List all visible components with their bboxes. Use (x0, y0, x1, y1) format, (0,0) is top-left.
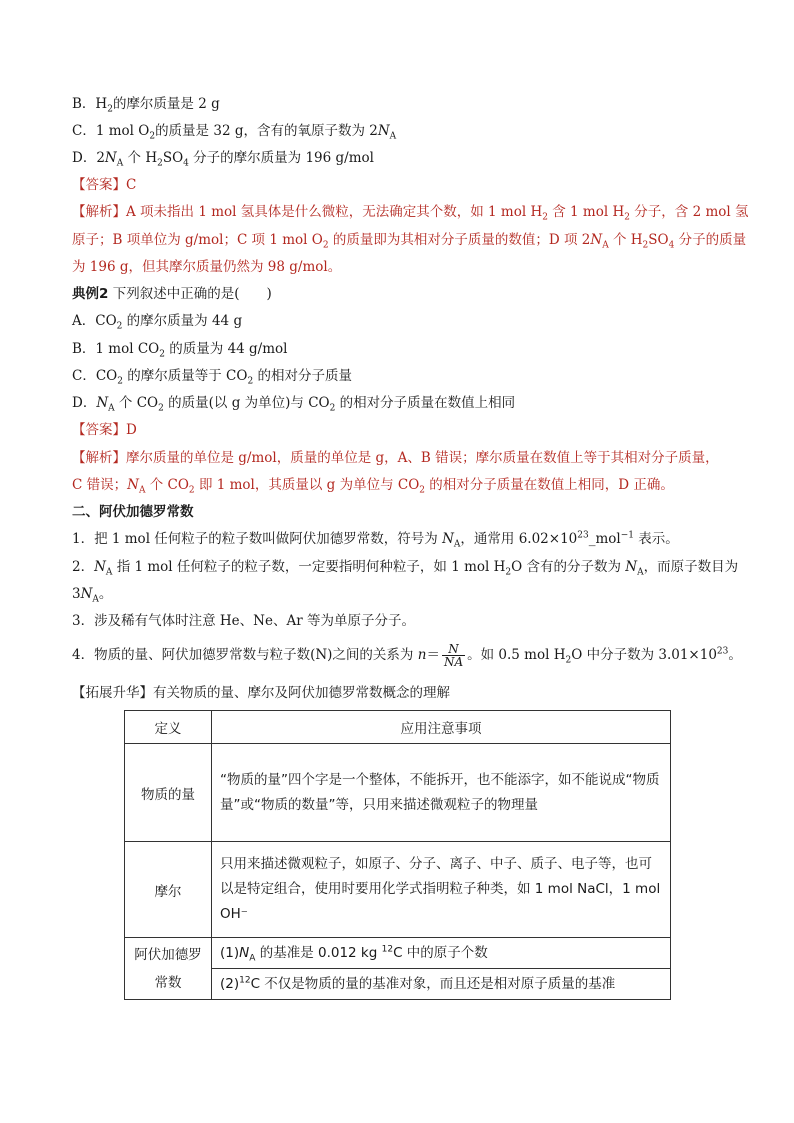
table-row (125, 938, 671, 969)
q2-title: 典例2 下列叙述中正确的是( ) (72, 286, 272, 302)
table-note-cell: “物质的量”四个字是一个整体，不能拆开，也不能添字，如不能说成“物质量”或“物质的数量”等，只用来描述微观粒子的物理量 (212, 744, 671, 842)
q2-option-b: B．1 mol $CO_2$ 的质量为 44 g/mol (72, 341, 288, 360)
q2-option-a: A．$CO_2$ 的摩尔质量为 44 g (72, 313, 243, 332)
table-note-cell: $(2)^{12}C$ 不仅是物质的量的基准对象，而且还是相对原子质量的基准 (212, 969, 671, 1000)
q1-analysis-line3: 为 196 g，但其摩尔质量仍然为 98 g/mol。 (72, 259, 342, 275)
concept-table (124, 710, 671, 1000)
q1-analysis-line1: 【解析】A 项未指出 1 mol 氢具体是什么微粒，无法确定其个数，如 1 mol $H_2$ 含 1 mol $H_2$ 分子，含 2 mol 氢 (72, 204, 749, 223)
table-row (125, 744, 671, 842)
formula-fraction: $\frac{N}{NA}$ (443, 642, 464, 669)
q2-option-d: D．$N_A$ 个 $CO_2$ 的质量(以 g 为单位)与 $CO_2$ 的相对分子质量在数值上相同 (72, 395, 516, 414)
q2-option-c: C．$CO_2$ 的摩尔质量等于 $CO_2$ 的相对分子质量 (72, 368, 352, 387)
table-header-cell: 应用注意事项 (212, 711, 671, 744)
table-term-cell: 阿伏加德罗常数 (125, 938, 212, 1000)
extension-title: 【拓展升华】有关物质的量、摩尔及阿伏加德罗常数概念的理解 (72, 685, 450, 701)
q1-option-c: C．1 mol $O_2$的质量是 32 g，含有的氧原子数为 $2N_A$ (72, 123, 397, 142)
table-row (125, 842, 671, 938)
section2-paragraph-2-line1: 2．$N_A$ 指 1 mol 任何粒子的粒子数，一定要指明何种粒子，如 1 mol $H_2O$ 含有的分子数为 $N_A$，而原子数目为 (72, 559, 739, 578)
q1-option-d: D．$2N_A$ 个 $H_2SO_4$ 分子的摩尔质量为 196 g/mol (72, 150, 374, 169)
section2-paragraph-1: 1．把 1 mol 任何粒子的粒子数叫做阿伏加德罗常数，符号为 $N_A$，通常用 $6.02\times 10^{23}\_mol^{-1}$ 表示。 (72, 530, 679, 550)
table-term-cell: 物质的量 (125, 744, 212, 842)
section2-paragraph-4: 4．物质的量、阿伏加德罗常数与粒子数(N)之间的关系为 n＝ $\frac{N}{NA}$ 。如 0.5 mol $H_2O$ 中分子数为 $3.01\times 10^{23}$。 (72, 642, 742, 669)
section2-paragraph-2-line2: $3N_A$。 (72, 586, 113, 605)
q2-answer: 【答案】D (72, 422, 137, 438)
q1-analysis-line2: 原子；B 项单位为 g/mol；C 项 1 mol $O_2$ 的质量即为其相对分子质量的数值；D 项 $2N_A$ 个 $H_2SO_4$ 分子的质量 (72, 232, 747, 251)
q2-analysis-line1: 【解析】摩尔质量的单位是 g/mol，质量的单位是 g，A、B 错误；摩尔质量在数值上等于其相对分子质量， (72, 450, 719, 466)
table-header-row (125, 711, 671, 744)
section2-paragraph-3: 3．涉及稀有气体时注意 He、Ne、Ar 等为单原子分子。 (72, 613, 415, 629)
q1-answer: 【答案】C (72, 177, 137, 193)
table-note-cell: $(1)N_A$ 的基准是 0.012 kg $^{12}$C 中的原子个数 (212, 938, 671, 969)
q1-option-b: B．$H_2$的摩尔质量是 2 g (72, 96, 220, 115)
table-header-cell: 定义 (125, 711, 212, 744)
table-note-cell: 只用来描述微观粒子，如原子、分子、离子、中子、质子、电子等，也可以是特定组合，使用时要用化学式指明粒子种类，如 1 mol NaCl，1 mol OH⁻ (212, 842, 671, 938)
table-term-cell: 摩尔 (125, 842, 212, 938)
q2-analysis-line2: C 错误；$N_A$ 个 $CO_2$ 即 1 mol，其质量以 g 为单位与 $CO_2$ 的相对分子质量在数值上相同，D 正确。 (72, 477, 674, 496)
section-heading: 二、阿伏加德罗常数 (72, 504, 194, 520)
